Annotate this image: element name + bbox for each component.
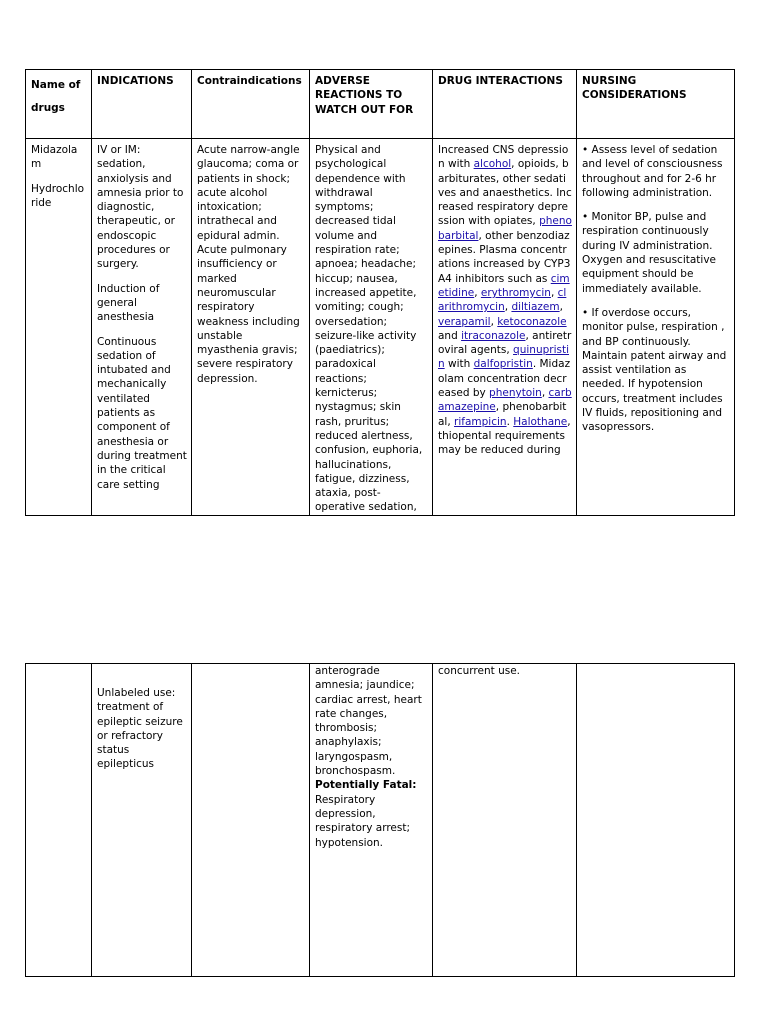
link-halothane[interactable]: Halothane bbox=[513, 415, 568, 428]
nursing-item-1: • Assess level of sedation and level of consciousness throughout and for 2-6 hr following administration. bbox=[582, 144, 723, 199]
interaction-cont-text: concurrent use. bbox=[438, 665, 520, 677]
drug-name-cell bbox=[26, 139, 92, 516]
interaction-text: , phenobarbital, bbox=[438, 401, 567, 428]
nursing-item-3: • If overdose occurs, monitor pulse, respiration , and BP continuously. Maintain patent airway and assist ventilation as needed. If hypotension occurs, treatment includes IV fluids, repositioning and vasopressors. bbox=[582, 306, 727, 434]
nursing-item-2: • Monitor BP, pulse and respiration continuously during IV administration. Oxygen and resuscitative equipment should be immediately available. bbox=[582, 211, 716, 295]
indication-2: Induction of general anesthesia bbox=[97, 282, 160, 324]
interactions-cell bbox=[433, 139, 577, 516]
drug-name-line1: Midazolam bbox=[31, 144, 78, 171]
drug-name-cell-cont bbox=[26, 664, 92, 977]
link-alcohol[interactable]: alcohol bbox=[473, 158, 512, 171]
interaction-text: , opioids, barbiturates, other sedatives and anaesthetics. Increased respiratory depression with opiates, bbox=[438, 158, 572, 228]
link-cimetidine[interactable]: cimetidine bbox=[438, 272, 570, 299]
header-contraindications: Contraindications bbox=[192, 70, 310, 139]
interaction-text: . bbox=[506, 415, 514, 428]
contraindications-cell bbox=[192, 139, 310, 516]
interaction-text: , thiopental requirements may be reduced during bbox=[438, 415, 571, 457]
link-quinupristin[interactable]: quinupristin bbox=[438, 344, 569, 371]
link-phenobarbital[interactable]: phenobarbital bbox=[438, 215, 572, 242]
link-erythromycin[interactable]: erythromycin bbox=[480, 286, 551, 299]
interaction-text: , bbox=[474, 286, 481, 299]
link-dalfopristin[interactable]: dalfopristin bbox=[473, 358, 533, 371]
interaction-text: , bbox=[541, 387, 549, 400]
link-carbamazepine[interactable]: carbamazepine bbox=[438, 387, 572, 414]
link-phenytoin[interactable]: phenytoin bbox=[489, 387, 542, 400]
adverse-text-1: Physical and psychological dependence with withdrawal symptoms; decreased tidal volume and respiration rate; apnoea; headache; hiccup; nausea, increased appetite, vomiting; cough; oversedation; seizure-like activity (paediatrics); paradoxical reactions; kernicterus; nystagmus; skin rash, pruritus; reduced alertness, confusion, euphoria, hallucinations, fatigue, dizziness, ataxia, post-operative sedation, bbox=[315, 144, 423, 514]
drug-table-page1 bbox=[25, 69, 735, 516]
adverse-cell bbox=[310, 139, 433, 516]
indications-cell-cont bbox=[92, 664, 192, 977]
contraindications-text: Acute narrow-angle glaucoma; coma or patients in shock; acute alcohol intoxication; intrathecal and epidural admin. Acute pulmonary insufficiency or marked neuromuscular respiratory weakness including unstable myasthenia gravis; severe respiratory depression. bbox=[197, 144, 300, 385]
indications-cell bbox=[92, 139, 192, 516]
fatal-text: Respiratory depression, respiratory arrest; hypotension. bbox=[315, 793, 410, 849]
link-diltiazem[interactable]: diltiazem bbox=[511, 301, 560, 314]
interactions-cell-cont bbox=[433, 664, 577, 977]
link-rifampicin[interactable]: rifampicin bbox=[454, 415, 507, 428]
indication-3: Continuous sedation of intubated and mechanically ventilated patients as component of anesthesia or during treatment in the critical care setting bbox=[97, 335, 187, 491]
drug-table-page2 bbox=[25, 663, 735, 977]
header-row bbox=[26, 70, 735, 139]
link-clarithromycin[interactable]: clarithromycin bbox=[438, 286, 567, 314]
header-adverse: ADVERSE REACTIONS TO WATCH OUT FOR bbox=[310, 70, 433, 139]
drug-row-continued bbox=[26, 664, 735, 977]
interaction-text: , bbox=[504, 301, 512, 314]
nursing-cell-cont bbox=[577, 664, 735, 977]
header-indications: INDICATIONS bbox=[92, 70, 192, 139]
interaction-text: , bbox=[559, 301, 563, 314]
interaction-text: , bbox=[490, 315, 498, 328]
interaction-text: Increased CNS depression with bbox=[438, 144, 569, 171]
link-ketoconazole[interactable]: ketoconazole bbox=[497, 315, 567, 328]
interaction-text: and bbox=[438, 329, 462, 342]
header-nursing: NURSING CONSIDERATIONS bbox=[577, 70, 735, 139]
interaction-text: , bbox=[550, 286, 558, 299]
adverse-text-2: anterograde amnesia; jaundice; cardiac arrest, heart rate changes, thrombosis; anaphylaxis; laryngospasm, bronchospasm. bbox=[315, 665, 422, 778]
contraindications-cell-cont bbox=[192, 664, 310, 977]
drug-name-line2: Hydrochloride bbox=[31, 182, 85, 209]
interaction-text: , antiretroviral agents, bbox=[438, 329, 572, 357]
fatal-label: Potentially Fatal: bbox=[315, 779, 417, 792]
header-name: Name of drugs bbox=[26, 70, 92, 139]
indication-1: IV or IM: sedation, anxiolysis and amnesia prior to diagnostic, therapeutic, or endoscopic procedures or surgery. bbox=[97, 144, 184, 271]
drug-row bbox=[26, 139, 735, 516]
adverse-cell-cont bbox=[310, 664, 433, 977]
header-interactions: DRUG INTERACTIONS bbox=[433, 70, 577, 139]
link-itraconazole[interactable]: itraconazole bbox=[461, 329, 526, 342]
interaction-text: , other benzodiazepines. Plasma concentrations increased by CYP3A4 inhibitors such as bbox=[438, 229, 571, 285]
interaction-text: . Midazolam concentration decreased by bbox=[438, 358, 571, 400]
link-verapamil[interactable]: verapamil bbox=[438, 315, 491, 328]
interaction-text: with bbox=[444, 358, 474, 371]
indication-4: Unlabeled use: treatment of epileptic seizure or refractory status epilepticus bbox=[97, 687, 183, 771]
nursing-cell bbox=[577, 139, 735, 516]
